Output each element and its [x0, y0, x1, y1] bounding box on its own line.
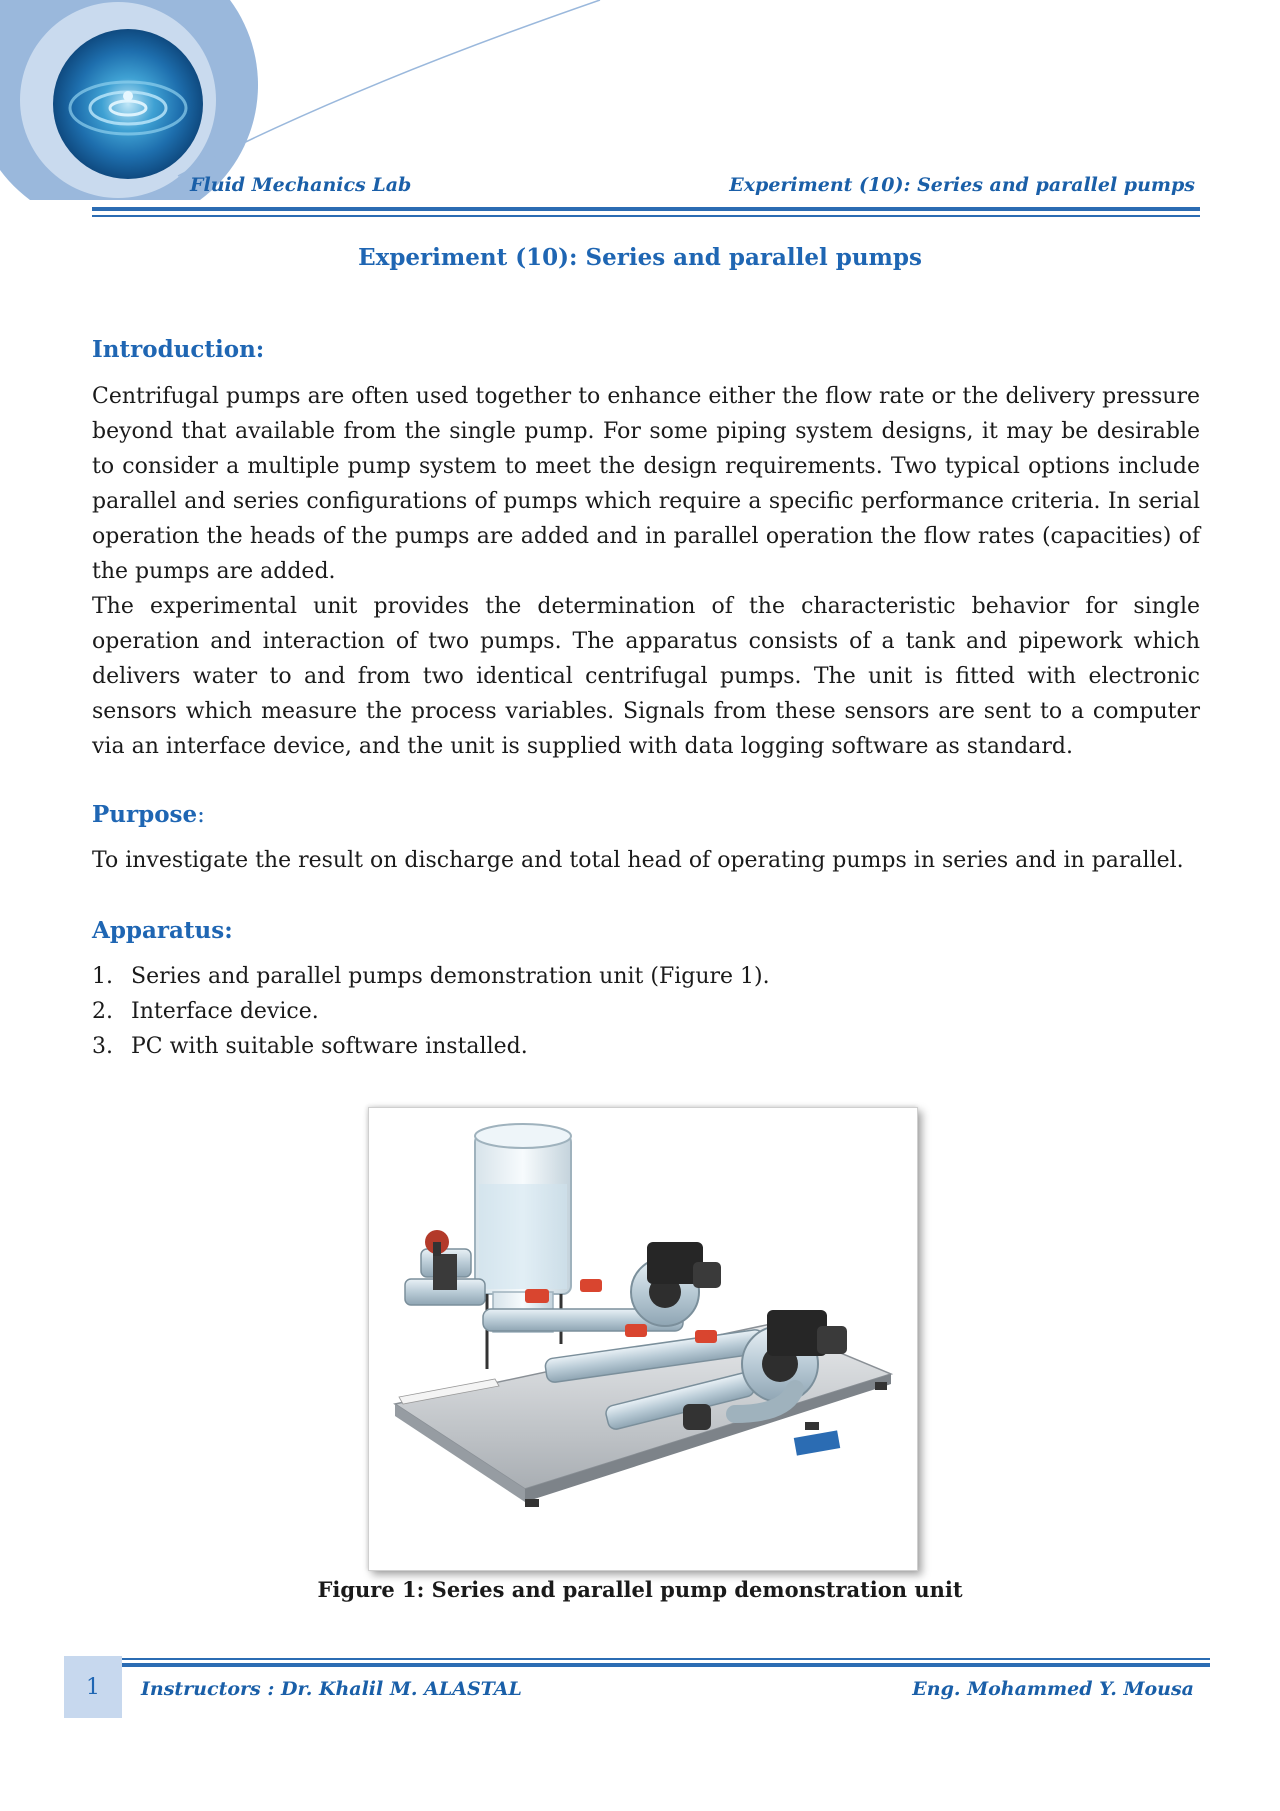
footer-rule-thin: [122, 1658, 1210, 1660]
running-header: [190, 174, 1195, 200]
header-water-logo: [0, 0, 620, 200]
footer-engineer: Eng. Mohammed Y. Mousa: [912, 1678, 1194, 1700]
introduction-heading: Introduction:: [92, 336, 265, 363]
list-item-text: PC with suitable software installed.: [131, 1034, 528, 1059]
page-number: 1: [64, 1656, 122, 1718]
introduction-paragraph-2: The experimental unit provides the determination of the characteristic behavior for single operation and interaction of two pumps. The apparatus consists of a tank and pipework which delivers water to and from two identical centrifugal pumps. The unit is fitted with electronic sensors which measure the process variables. Signals from these sensors are sent to a computer via an interface device, and the unit is supplied with data logging software as standard.: [92, 594, 1200, 759]
list-item: [92, 1029, 1200, 1064]
list-item-text: Series and parallel pumps demonstration unit (Figure 1).: [131, 964, 770, 989]
header-experiment-name: Experiment (10): Series and parallel pumps: [729, 174, 1195, 196]
figure-frame: [368, 1107, 918, 1571]
list-item: [92, 994, 1200, 1029]
list-item-number: 3.: [92, 1034, 113, 1059]
purpose-text: To investigate the result on discharge and total head of operating pumps in series and in parallel.: [92, 848, 1184, 873]
list-item-text: Interface device.: [131, 999, 319, 1024]
footer-rule: [122, 1663, 1210, 1667]
apparatus-list: [92, 959, 1200, 1064]
header-rule: [92, 207, 1200, 211]
introduction-paragraph-1: Centrifugal pumps are often used together to enhance either the flow rate or the delivery pressure beyond that available from the single pump. For some piping system designs, it may be desirable to consider a multiple pump system to meet the design requirements. Two typical options include parallel and series configurations of pumps which require a specific performance criteria. In serial operation the heads of the pumps are added and in parallel operation the flow rates (capacities) of the pumps are added.: [92, 384, 1200, 584]
apparatus-heading: Apparatus:: [92, 917, 233, 944]
purpose-heading-colon: :: [197, 802, 205, 828]
list-item-number: 1.: [92, 964, 113, 989]
page-title: Experiment (10): Series and parallel pumps: [358, 244, 922, 271]
list-item-number: 2.: [92, 999, 113, 1024]
pump-unit-photo: [375, 1114, 911, 1564]
header-rule-thin: [92, 215, 1200, 217]
list-item: [92, 959, 1200, 994]
footer-instructors: Instructors : Dr. Khalil M. ALASTAL: [141, 1678, 522, 1700]
figure-caption: Figure 1: Series and parallel pump demonstration unit: [317, 1577, 963, 1602]
purpose-heading: [92, 801, 205, 828]
header-course-name: Fluid Mechanics Lab: [190, 174, 412, 196]
purpose-heading-text: Purpose: [92, 801, 198, 828]
